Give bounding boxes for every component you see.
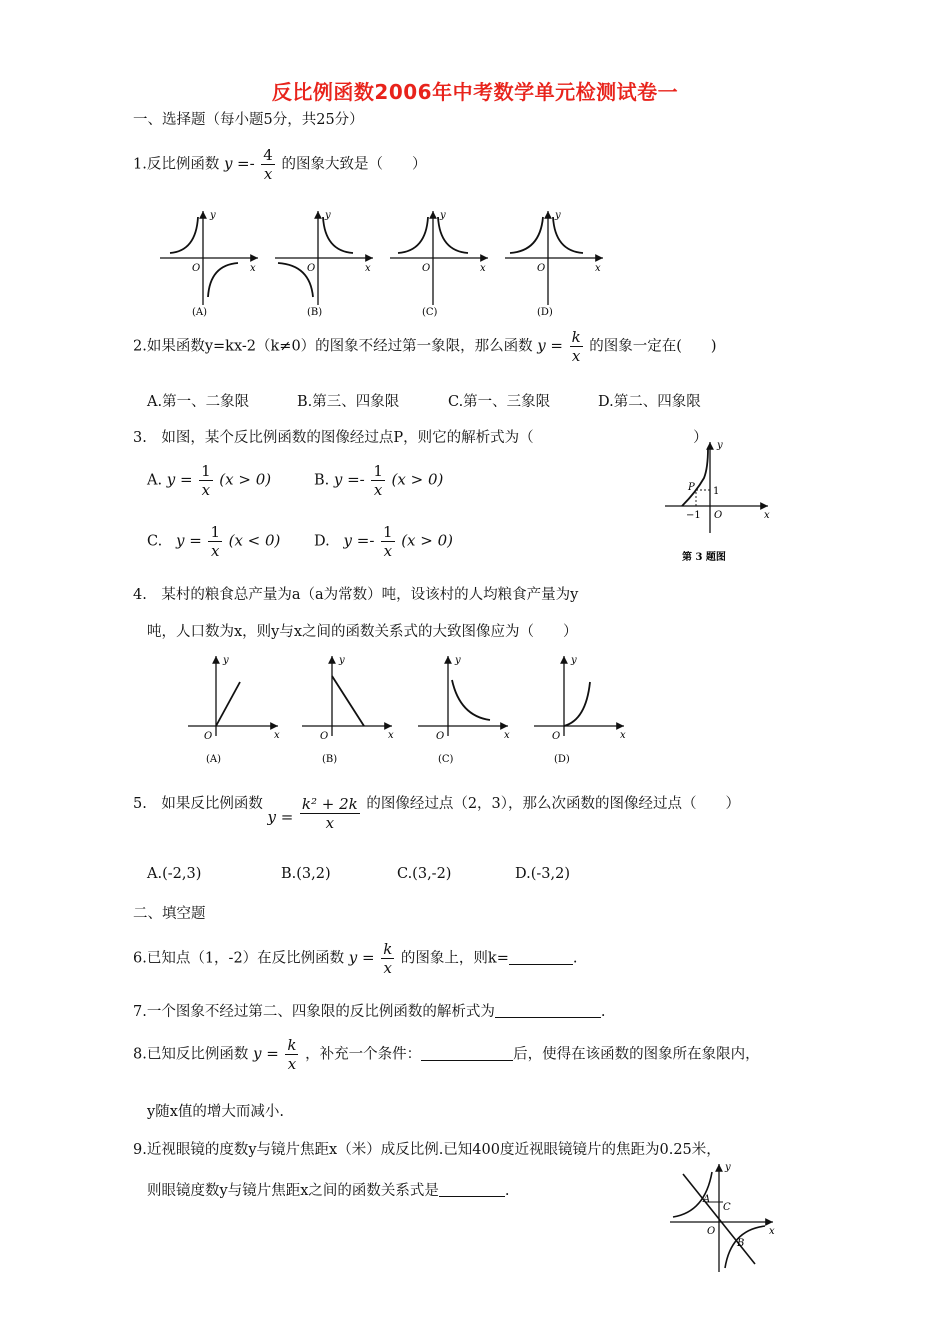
q3-d-domain: (x > 0) (401, 531, 454, 550)
q3-a-lhs: y = (166, 470, 193, 489)
q1d-x-label: x (595, 263, 601, 274)
q4-line-1: 4. 某村的粮食总产量为a（a为常数）吨，设该村的人均粮食产量为y (133, 587, 579, 603)
q5-denominator: x (325, 814, 335, 832)
q3-fig-caption: 第 3 题图 (682, 552, 726, 563)
q9-figure (665, 1160, 785, 1275)
section-fill-heading: 二、填空题 (133, 906, 206, 922)
q1-denominator: x (263, 165, 273, 183)
q2-suffix: 的图象一定在( ) (589, 338, 717, 355)
q2-option-d: D.第二、四象限 (598, 394, 701, 410)
q1c-x-label: x (480, 263, 486, 274)
q3-fig-x: x (764, 510, 770, 521)
q1-graph-a (160, 210, 258, 318)
q5-option-b: B.(3,2) (281, 866, 331, 882)
q8-den: x (287, 1055, 297, 1073)
q9-fig-origin: O (707, 1226, 716, 1237)
q3-fig-y: y (717, 440, 723, 451)
q3-option-b (314, 462, 443, 499)
q3-c-domain: (x < 0) (228, 531, 281, 550)
q9-fig-a: A (703, 1194, 711, 1205)
q4a-y-label: y (223, 655, 229, 666)
q2-option-b: B.第三、四象限 (297, 394, 400, 410)
q4-graph-d (534, 655, 626, 765)
q2-option-a: A.第一、二象限 (147, 394, 250, 410)
q3-b-fraction (371, 462, 385, 499)
q1-suffix: 的图象大致是（ ） (281, 156, 427, 173)
q4d-origin: O (552, 731, 561, 742)
q9-fig-b: B (737, 1238, 745, 1249)
q1-fraction (261, 146, 275, 183)
q1d-y-label: y (555, 210, 561, 221)
q1-graph-c (390, 210, 488, 318)
q4b-origin: O (320, 731, 329, 742)
q2-prefix: 2.如果函数y=kx-2（k≠0）的图象不经过第一象限，那么函数 (133, 338, 533, 355)
q9-end: . (504, 1183, 510, 1199)
q1a-caption: (A) (192, 307, 208, 318)
q3-d-lhs: y =- (343, 531, 375, 550)
q5-suffix: 的图像经过点（2，3），那么次函数的图像经过点（ ） (366, 796, 741, 812)
q7-text: 7.一个图象不经过第二、四象限的反比例函数的解析式为 (133, 1004, 495, 1020)
q6-end: . (572, 950, 578, 967)
q3-c-num: 1 (210, 523, 220, 541)
q3-fig-p: P (688, 482, 695, 493)
question-5 (133, 792, 740, 832)
q9-line-2-text: 则眼镜度数y与镜片焦距x之间的函数关系式是 (147, 1183, 439, 1199)
q7-answer-blank[interactable] (495, 1003, 601, 1018)
q4c-origin: O (436, 731, 445, 742)
q3-b-num: 1 (373, 462, 383, 480)
q3-a-domain: (x > 0) (219, 470, 272, 489)
q2-option-c: C.第一、三象限 (448, 394, 551, 410)
q3-d-den: x (383, 542, 393, 560)
q1-graph-b (275, 210, 373, 318)
q4a-caption: (A) (206, 754, 222, 765)
q5-option-a: A.(-2,3) (147, 866, 202, 882)
q6-lhs: y = (348, 948, 375, 967)
question-7 (133, 1000, 605, 1021)
q3-c-fraction (208, 523, 222, 560)
q1b-y-label: y (325, 210, 331, 221)
q8-num: k (287, 1036, 297, 1054)
q4-line-2: 吨，人口数为x，则y与x之间的函数关系式的大致图像应为（ ） (147, 624, 578, 640)
question-2 (133, 328, 717, 365)
q1a-x-label: x (250, 263, 256, 274)
q8-lhs: y = (252, 1044, 279, 1063)
q1b-origin: O (307, 263, 316, 274)
question-9-line-2 (147, 1179, 509, 1200)
q3-a-num: 1 (201, 462, 211, 480)
q9-fig-x: x (769, 1226, 775, 1237)
q1c-y-label: y (440, 210, 446, 221)
q4-graph-a (188, 655, 280, 765)
q4c-x-label: x (504, 730, 510, 741)
q4b-x-label: x (388, 730, 394, 741)
q6-suffix: 的图象上，则k= (400, 950, 509, 967)
q2-func-eq: = (550, 336, 563, 355)
q3-fig-one: 1 (713, 486, 720, 497)
q6-answer-blank[interactable] (509, 950, 573, 965)
q3-d-label: D. (314, 533, 330, 550)
q1a-y-label: y (210, 210, 216, 221)
question-1 (133, 146, 426, 183)
q8-answer-blank[interactable] (421, 1046, 513, 1061)
q9-answer-blank[interactable] (439, 1182, 505, 1197)
q4b-y-label: y (339, 655, 345, 666)
q1c-origin: O (422, 263, 431, 274)
q1a-origin: O (192, 263, 201, 274)
q1b-x-label: x (365, 263, 371, 274)
q8-mid: ，补充一个条件： (305, 1046, 422, 1063)
q2-func-lhs: y (537, 336, 546, 355)
q3-fig-origin: O (714, 510, 723, 521)
section-choice-heading: 一、选择题（每小题5分，共25分） (133, 112, 364, 128)
q4d-caption: (D) (554, 754, 570, 765)
q4-graphs (180, 650, 640, 768)
q3-b-label: B. (314, 472, 330, 489)
question-8 (133, 1036, 760, 1073)
q3-a-den: x (201, 481, 211, 499)
q3-b-den: x (373, 481, 383, 499)
q1-func-eq: =- (237, 154, 255, 173)
question-6 (133, 940, 577, 977)
q1-graphs (150, 205, 620, 320)
q3-d-fraction (381, 523, 395, 560)
q4a-origin: O (204, 731, 213, 742)
q1d-caption: (D) (537, 307, 553, 318)
q1b-caption: (B) (307, 307, 323, 318)
q1d-origin: O (537, 263, 546, 274)
q1-prefix: 1.反比例函数 (133, 156, 220, 173)
q6-fraction (381, 940, 394, 977)
q5-option-d: D.(-3,2) (515, 866, 570, 882)
q3-figure (660, 438, 785, 568)
q2-denominator: x (571, 347, 581, 365)
q1-numerator: 4 (263, 146, 273, 164)
q4b-caption: (B) (322, 754, 338, 765)
q3-option-d (314, 523, 453, 560)
q3-b-lhs: y =- (333, 470, 365, 489)
q3-a-fraction (199, 462, 213, 499)
q2-fraction (570, 328, 583, 365)
q3-option-c (147, 523, 280, 560)
q9-line-1: 9.近视眼镜的度数y与镜片焦距x（米）成反比例.已知400度近视眼镜镜片的焦距为0.25米， (133, 1142, 721, 1158)
q5-numerator: k² + 2k (301, 795, 358, 813)
q3-c-lhs: y = (176, 531, 202, 550)
q3-c-label: C. (147, 533, 163, 550)
q3-fig-neg-one: −1 (686, 510, 701, 521)
q7-end: . (600, 1004, 606, 1020)
q9-fig-c: C (723, 1202, 731, 1213)
q4a-x-label: x (274, 730, 280, 741)
q3-d-num: 1 (383, 523, 393, 541)
q1-graph-d (505, 210, 603, 318)
page-title: 反比例函数2006年中考数学单元检测试卷一 (271, 80, 679, 104)
q8-prefix: 8.已知反比例函数 (133, 1046, 249, 1063)
q4d-y-label: y (571, 655, 577, 666)
q4d-x-label: x (620, 730, 626, 741)
q3-c-den: x (210, 542, 220, 560)
q1c-caption: (C) (422, 307, 438, 318)
q5-option-c: C.(3,-2) (397, 866, 452, 882)
q4c-y-label: y (455, 655, 461, 666)
q4-graph-c (418, 655, 510, 765)
q1-func-lhs: y (223, 154, 233, 173)
q6-den: x (383, 959, 392, 977)
q6-prefix: 6.已知点（1，-2）在反比例函数 (133, 950, 345, 967)
q8-line-2: y随x值的增大而减小. (147, 1104, 284, 1120)
q4-graph-b (302, 655, 394, 765)
q5-lhs: y = (267, 808, 294, 826)
q2-numerator: k (571, 328, 581, 346)
q9-fig-y: y (725, 1162, 731, 1173)
question-3-stem: 3. 如图，某个反比例函数的图像经过点P，则它的解析式为（ ） (133, 430, 708, 446)
q8-fraction (285, 1036, 298, 1073)
q3-a-label: A. (147, 472, 163, 489)
q6-num: k (383, 940, 393, 958)
q5-prefix: 5. 如果反比例函数 (133, 796, 263, 812)
q8-suffix: 后，使得在该函数的图象所在象限内， (513, 1046, 760, 1063)
q5-fraction (300, 795, 360, 832)
q3-b-domain: (x > 0) (391, 470, 444, 489)
q4c-caption: (C) (438, 754, 454, 765)
q3-option-a (147, 462, 271, 499)
